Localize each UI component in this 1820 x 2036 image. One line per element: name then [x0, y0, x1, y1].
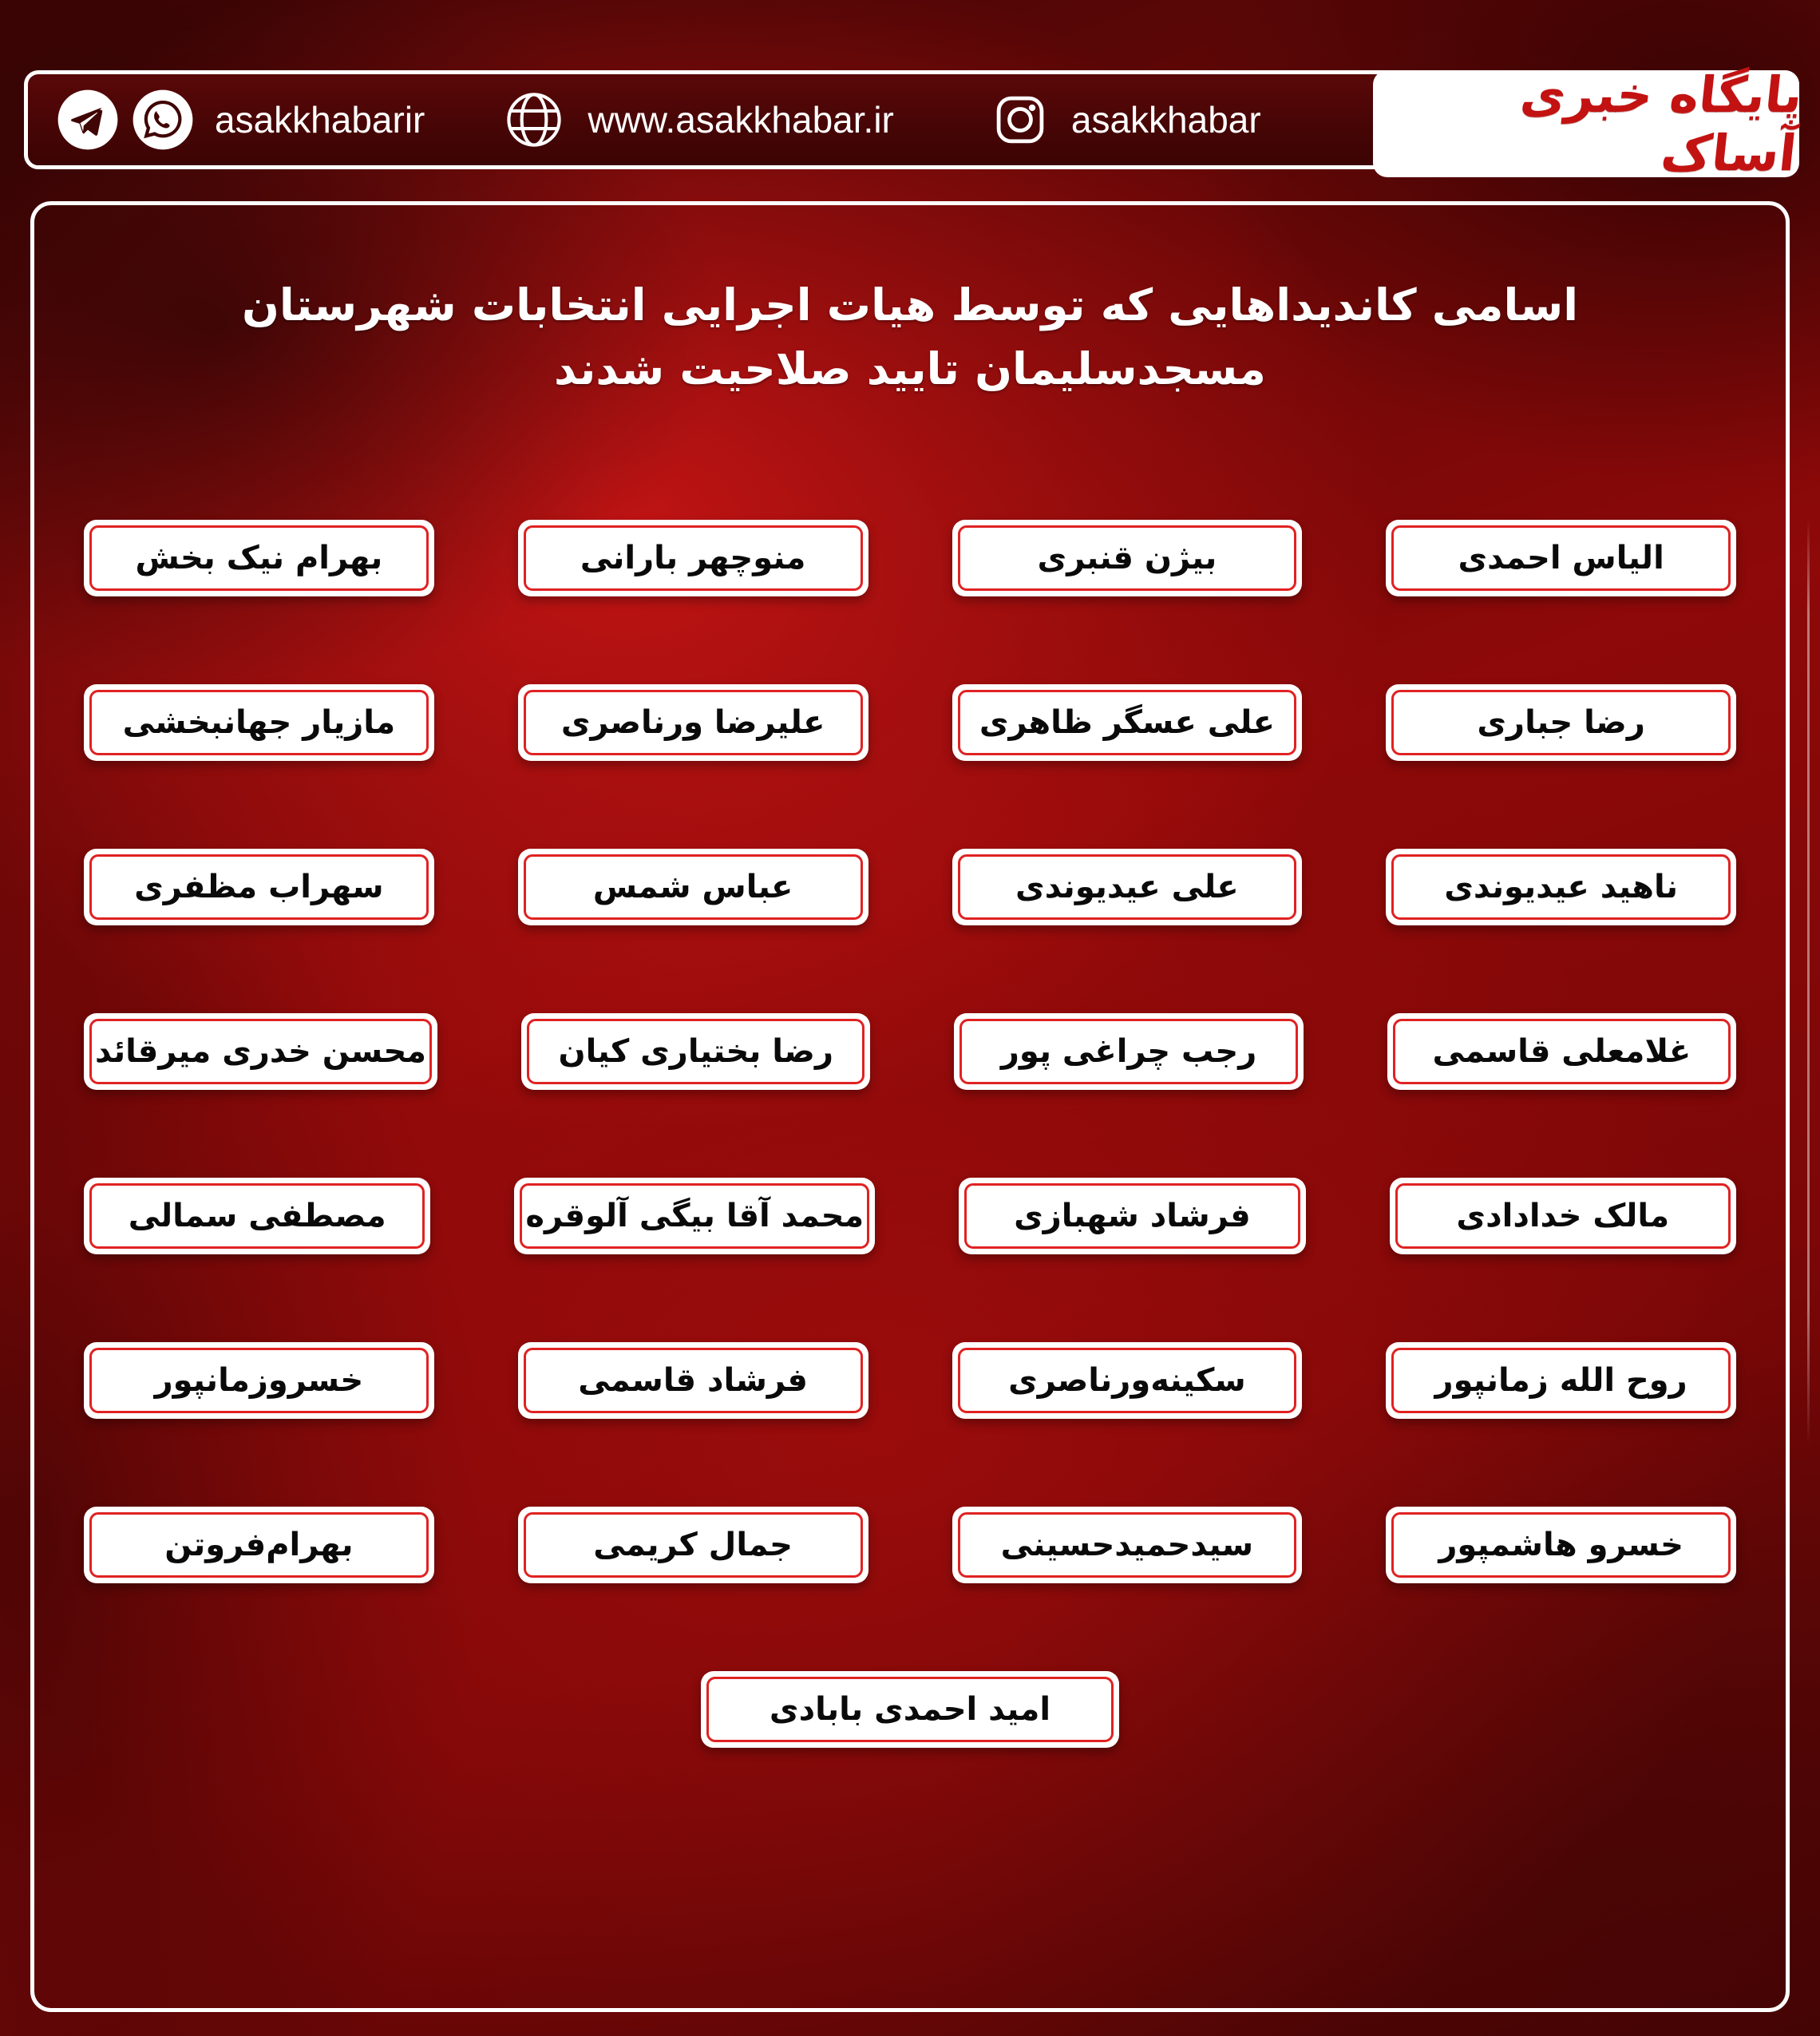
candidate-name: ناهید عیدیوندی [1444, 868, 1679, 905]
candidate-name: رضا جباری [1477, 703, 1645, 741]
candidate-name: رجب چراغی پور [1000, 1032, 1257, 1070]
site-logo [1373, 65, 1806, 182]
candidates-row [84, 1178, 1736, 1254]
candidate-name: رضا بختیاری کیان [558, 1032, 833, 1070]
candidate-name-box [84, 1507, 434, 1583]
candidate-name-box [1390, 1178, 1736, 1254]
candidate-name-box [521, 1013, 870, 1090]
instagram-handle-text: asakkhabar [1070, 99, 1261, 141]
candidate-name-box [518, 520, 868, 596]
candidate-name: فرشاد قاسمی [578, 1361, 808, 1399]
candidate-name-box [84, 849, 434, 925]
candidates-row [84, 1507, 1736, 1583]
candidate-name: مصطفی سمالی [128, 1197, 386, 1234]
candidate-name-box [84, 1013, 437, 1090]
candidate-name: خسروزمانپور [154, 1361, 364, 1399]
candidate-name: علیرضا ورناصری [560, 703, 825, 741]
candidate-name: جمال کریمی [593, 1526, 793, 1563]
candidate-name-box [84, 684, 434, 761]
candidate-name: محمد آقا بیگی آلوقره [525, 1197, 864, 1234]
candidate-name: بیژن قنبری [1037, 539, 1217, 576]
website-text: www.asakkhabar.ir [588, 99, 894, 141]
whatsapp-icon [132, 89, 194, 151]
candidate-name: بهرام نیک بخش [135, 539, 383, 576]
content-frame [30, 201, 1790, 2012]
candidate-name-box [952, 520, 1303, 596]
candidate-name: سهراب مظفری [134, 868, 384, 905]
candidates-row [84, 1342, 1736, 1419]
candidates-grid [84, 520, 1736, 1748]
candidate-name: عباس شمس [592, 868, 793, 905]
candidate-name: امید احمدی بابادی [769, 1690, 1051, 1728]
telegram-icon [57, 89, 119, 151]
candidate-name-box [518, 684, 868, 761]
candidate-name: منوچهر بارانی [580, 539, 806, 576]
candidate-name-box [1386, 1342, 1736, 1419]
candidate-name: روح الله زمانپور [1434, 1361, 1687, 1399]
candidate-name-box [1387, 1013, 1736, 1090]
candidate-name-box [518, 1507, 868, 1583]
candidates-row [84, 520, 1736, 596]
candidate-name: بهرام‌فروتن [164, 1526, 354, 1563]
candidate-name-box [518, 849, 868, 925]
candidates-row [84, 849, 1736, 925]
candidate-name-box [959, 1178, 1305, 1254]
candidate-name: محسن خدری میرقائد [94, 1032, 427, 1070]
candidate-name-box [1386, 849, 1736, 925]
candidates-footer-row [84, 1671, 1736, 1748]
site-logo-text: پایگاه خبری آساک [1517, 65, 1806, 182]
candidate-name: الیاس احمدی [1458, 539, 1664, 576]
globe-icon [501, 87, 567, 153]
candidates-row [84, 1013, 1736, 1090]
candidate-name-box [701, 1671, 1119, 1748]
candidate-name-box [1386, 520, 1736, 596]
candidate-name-box [954, 1013, 1303, 1090]
candidate-name-box [952, 1507, 1303, 1583]
candidate-name-box [84, 1178, 430, 1254]
background-highlight-line [1807, 519, 1810, 1445]
header-bar [24, 65, 1806, 182]
candidate-name-box [952, 849, 1303, 925]
candidate-name: خسرو هاشمپور [1438, 1526, 1684, 1563]
candidate-name-box [514, 1178, 875, 1254]
candidate-name: غلامعلی قاسمی [1432, 1032, 1691, 1070]
instagram-icon [990, 89, 1050, 150]
candidate-name-box [1386, 1507, 1736, 1583]
page-title-line1: اسامی کاندیداهایی که توسط هیات اجرایی انتخابات شهرستان [241, 279, 1579, 331]
candidate-name-box [952, 1342, 1303, 1419]
candidate-name: علی عیدیوندی [1015, 868, 1239, 905]
candidates-row [84, 684, 1736, 761]
candidate-name: سیدحمیدحسینی [1000, 1526, 1254, 1563]
candidate-name-box [1386, 684, 1736, 761]
candidate-name: مازیار جهانبخشی [122, 703, 396, 741]
page-title [34, 274, 1786, 402]
candidate-name: فرشاد شهبازی [1014, 1197, 1251, 1234]
candidate-name-box [84, 1342, 434, 1419]
page-title-line2: مسجدسلیمان تایید صلاحیت شدند [553, 343, 1266, 394]
social-handle-text: asakkhabarir [215, 99, 425, 141]
candidate-name-box [518, 1342, 868, 1419]
candidate-name-box [84, 520, 434, 596]
candidate-name: علی عسگر ظاهری [979, 703, 1275, 741]
candidate-name: مالک خدادادی [1456, 1197, 1670, 1234]
candidate-name-box [952, 684, 1303, 761]
candidate-name: سکینه‌ورناصری [1008, 1361, 1246, 1399]
